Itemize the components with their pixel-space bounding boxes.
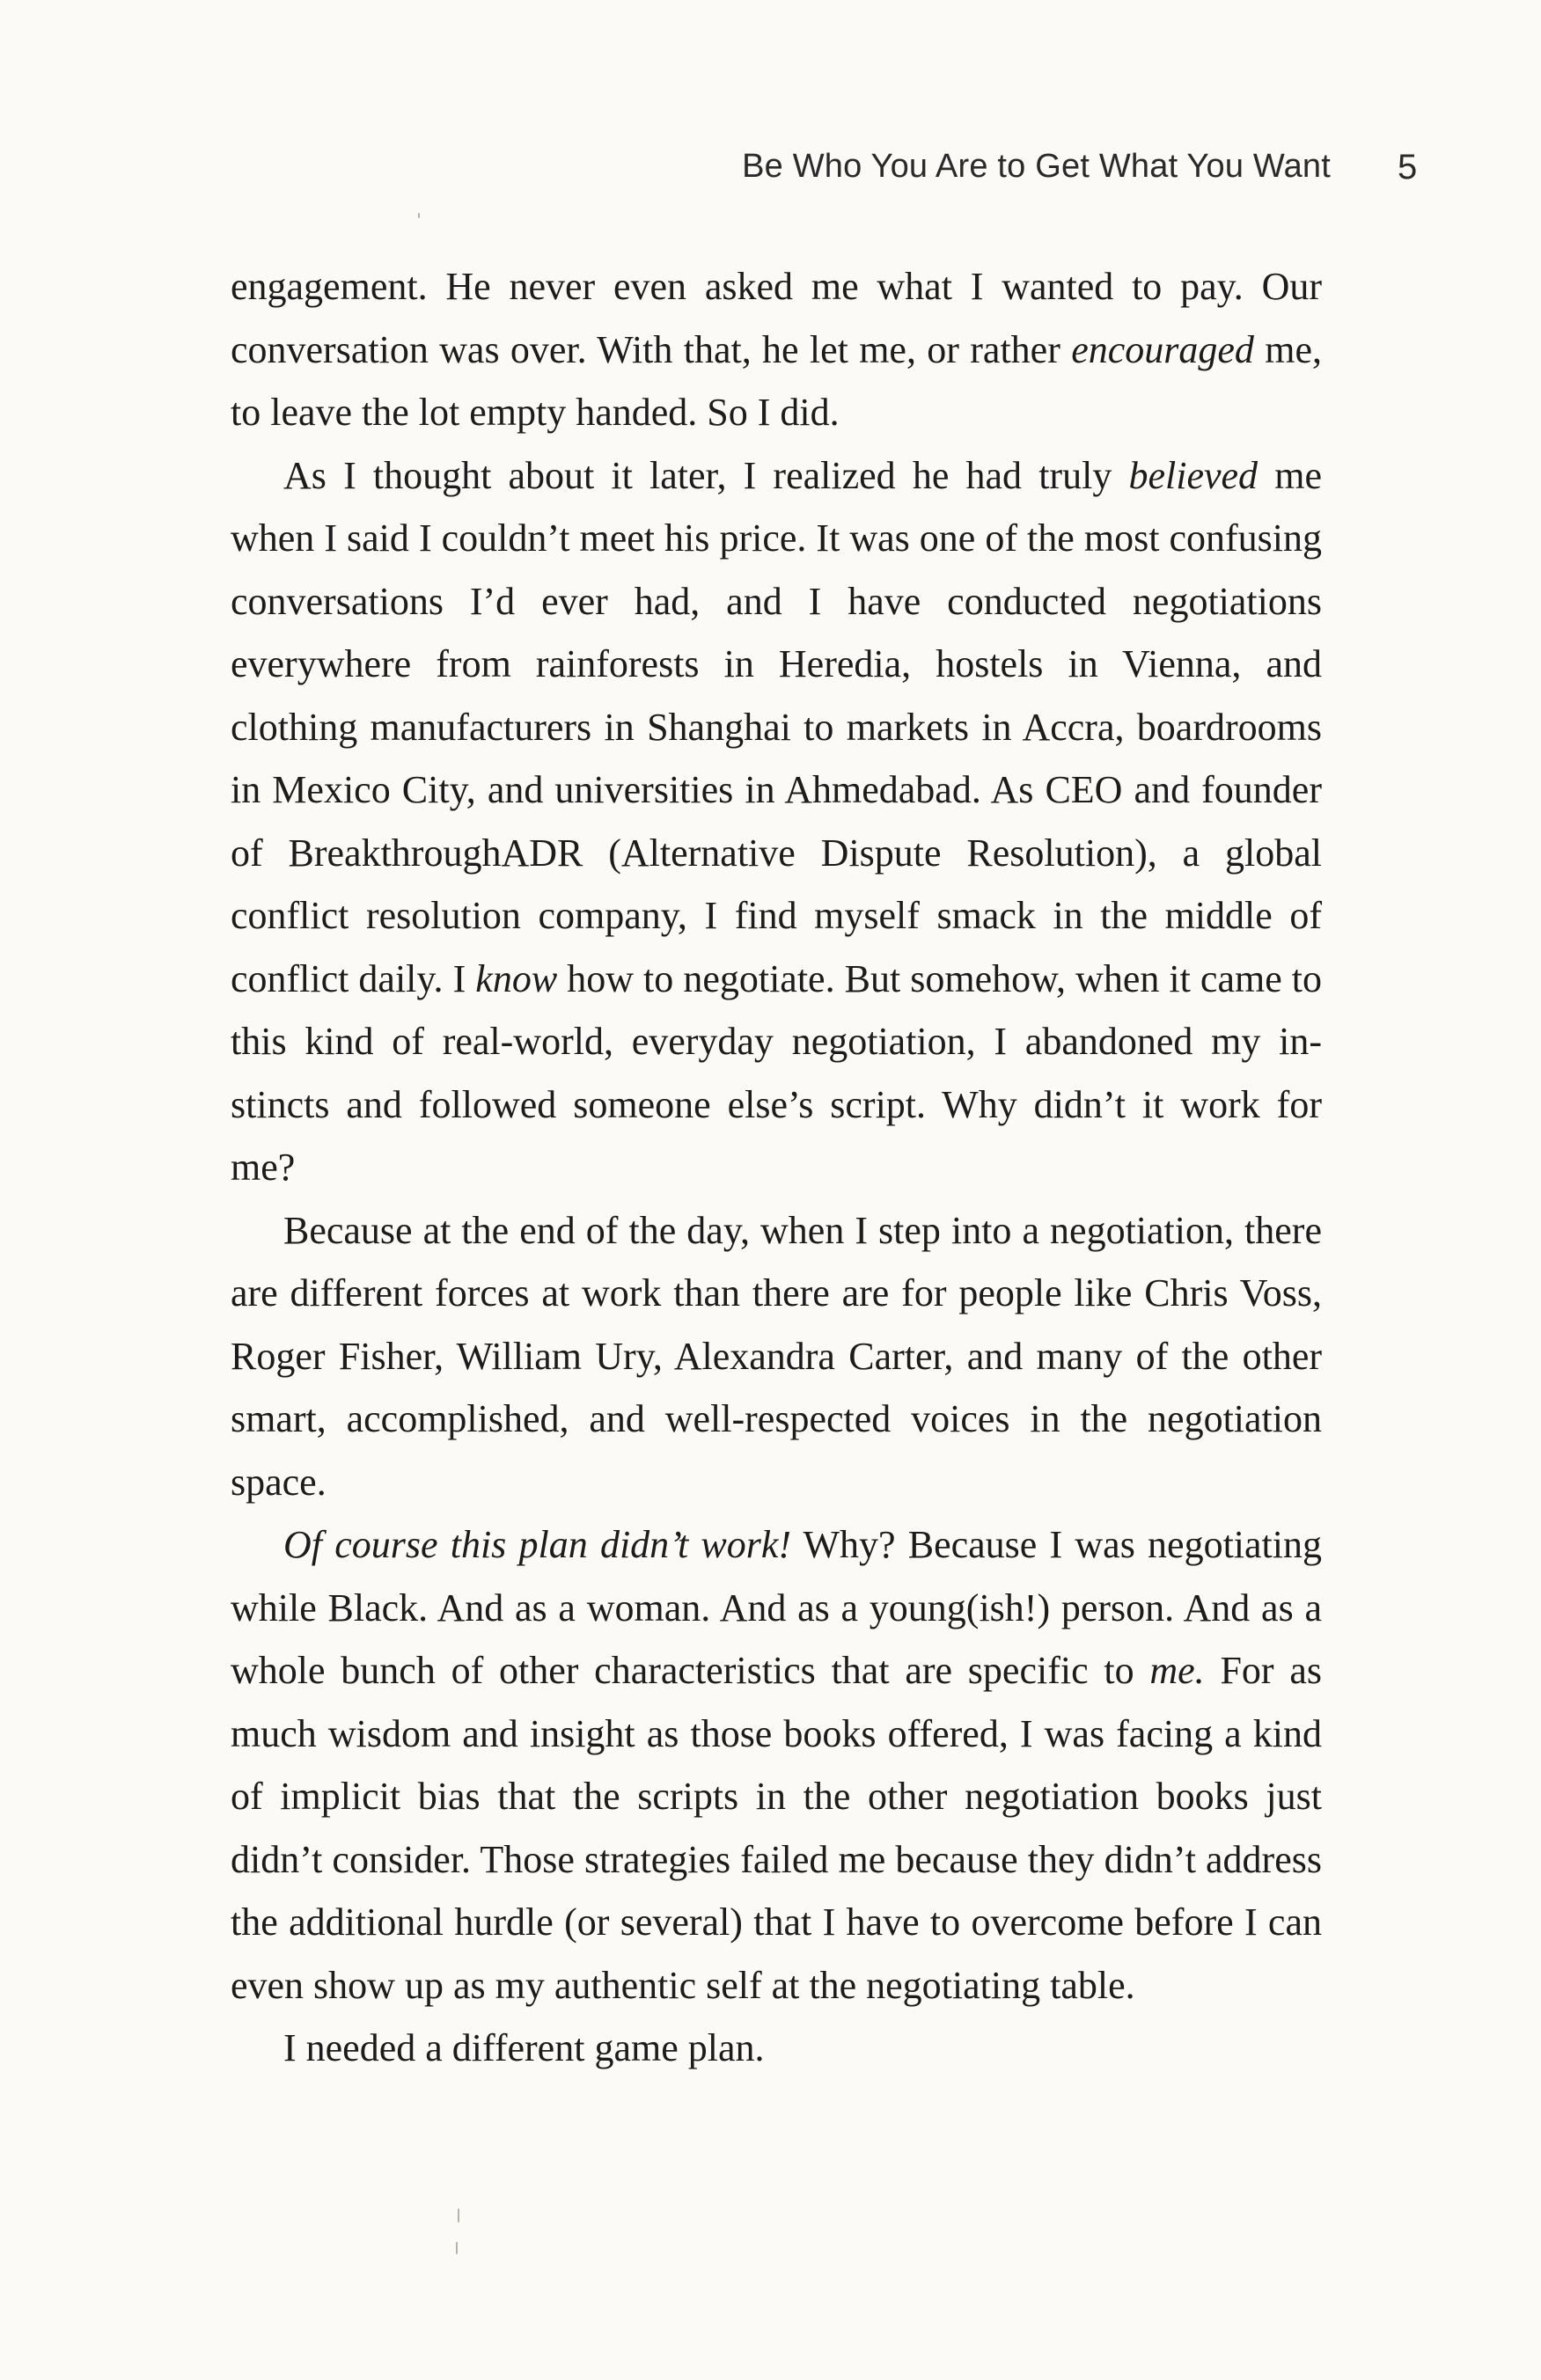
paragraph-2-text-e: how to negotiate. But somehow, when it came to this kind of real-world, everyday negotiation, I abandoned my instincts and followed someone else’s script. Why didn’t it work for me? (231, 956, 1322, 1189)
paragraph-2-text-c: me when I said I couldn’t meet his price. It was one of the most confusing conversations I’d ever had, and I have conducted negotiations everywhere from rainforests in Heredia, hostels in Vienna, and clothing manufacturers in Shanghai to markets in Accra, boardrooms in Mexico City, and universities in Ahmedabad. As CEO and founder of BreakthroughADR (Alternative Dispute Resolution), a global conflict resolution company, I find myself smack in the middle of conflict daily. I (231, 453, 1322, 1000)
scan-speck (458, 2208, 459, 2223)
scan-speck (418, 213, 420, 218)
paragraph-2-text-a: As I thought about it later, I realized he had truly (283, 453, 1129, 497)
paragraph-5-text: I needed a different game plan. (283, 2026, 765, 2069)
paragraph-4 (231, 1513, 1322, 2017)
body-text (231, 255, 1322, 2080)
paragraph-5 (231, 2017, 1322, 2080)
paragraph-4-text-b: Why? Because I was negotiating while Black. And as a woman. And as a young(ish!) person. And as a whole bunch of other characteristics that are specific to (231, 1523, 1322, 1692)
page-number: 5 (1398, 148, 1418, 187)
paragraph-4-emphasis-opening: Of course this plan didn’t work! (283, 1523, 792, 1566)
running-head (231, 148, 1331, 201)
paragraph-4-emphasis-me: me. (1149, 1649, 1205, 1692)
paragraph-1 (231, 255, 1322, 444)
paragraph-4-text-d: For as much wisdom and insight as those books offered, I was facing a kind of implicit bias that the scripts in the other negotiation books just didn’t consider. Those strategies failed me because they didn’t address the additional hurdle (or several) that I have to overcome before I can even show up as my authentic self at the negotiating table. (231, 1649, 1322, 2007)
paragraph-1-emphasis: encouraged (1071, 327, 1254, 371)
running-title: Be Who You Are to Get What You Want (742, 148, 1331, 185)
paragraph-2 (231, 444, 1322, 1199)
paragraph-3-text: Because at the end of the day, when I step into a negotiation, there are different forces at work than there are for people like Chris Voss, Roger Fisher, William Ury, Alexandra Carter, and many of the other smart, accomplished, and well-respected voices in the negotiation space. (231, 1208, 1322, 1504)
paragraph-3 (231, 1199, 1322, 1514)
paragraph-2-emphasis-believed: believed (1128, 453, 1258, 497)
paragraph-2-emphasis-know: know (475, 956, 558, 1000)
paragraph-1-text-a: engagement. He never even asked me what I wanted to pay. Our conversation was over. With that, he let me, or rather (231, 265, 1322, 371)
paragraph-1-text-c: me, to leave the lot empty handed. So I did. (231, 327, 1322, 434)
scan-speck (456, 2242, 458, 2254)
